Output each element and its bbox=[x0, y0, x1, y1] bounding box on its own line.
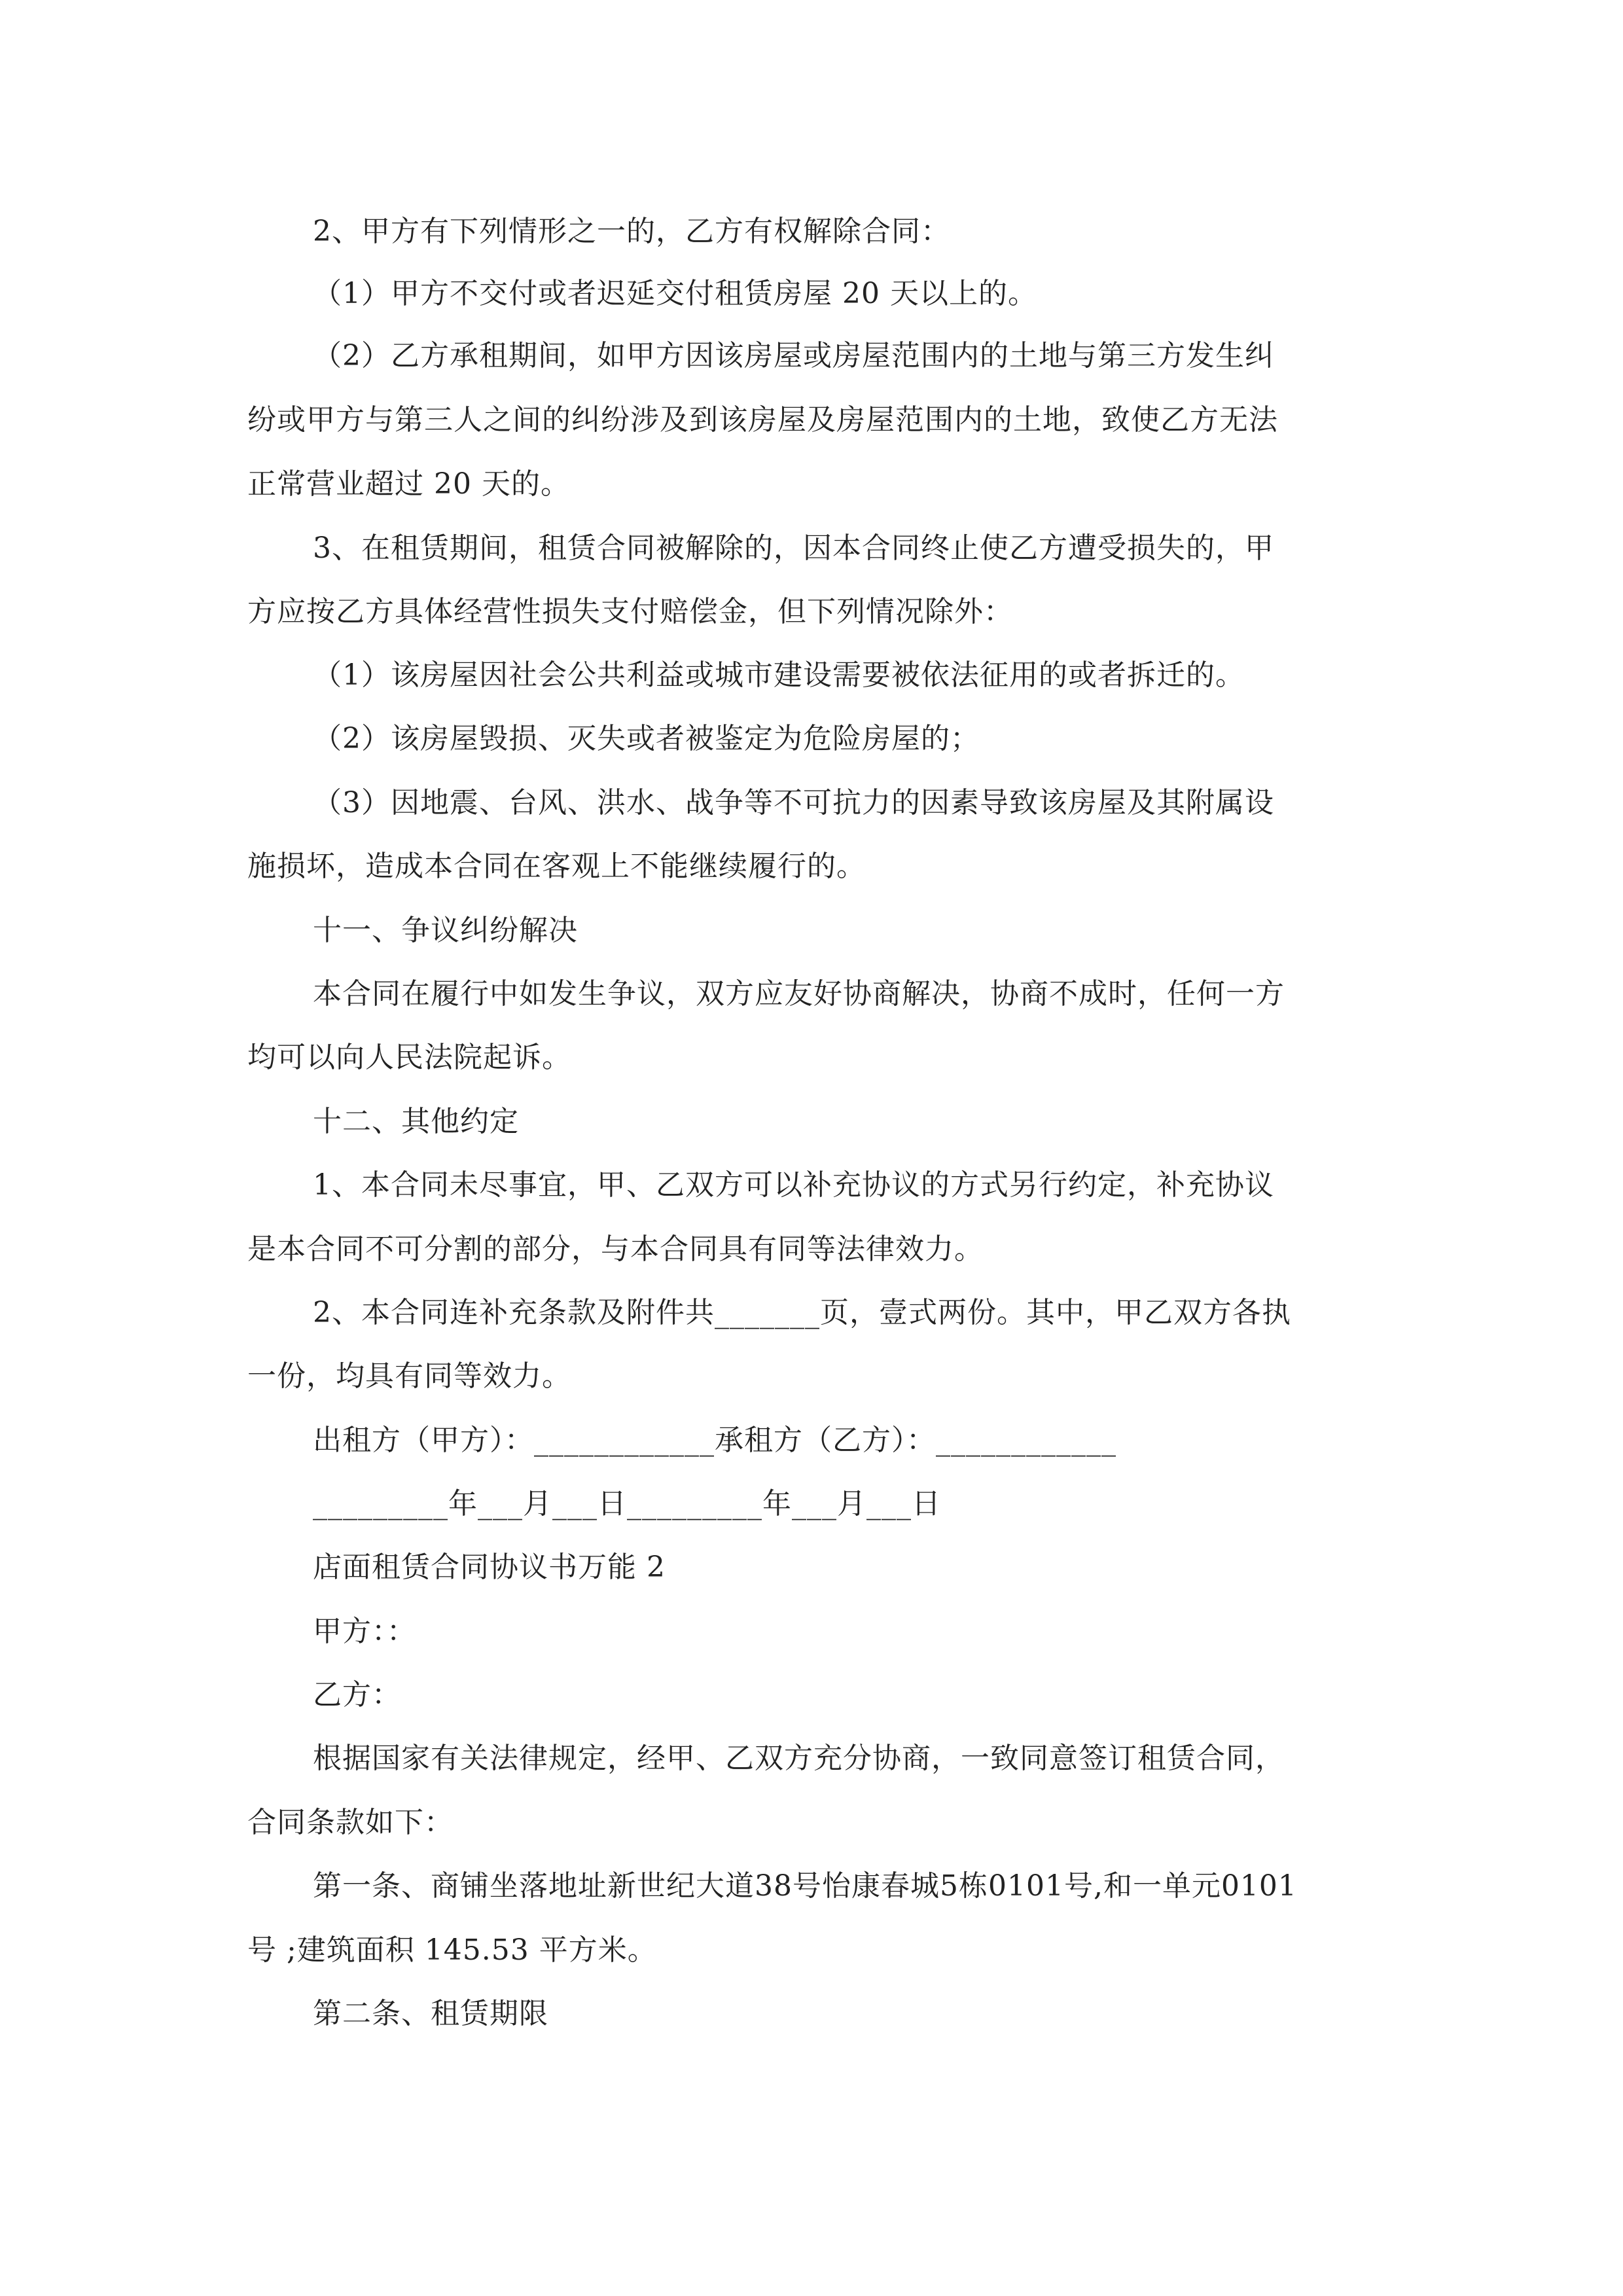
clause-3-item-3-line-1: （3）因地震、台风、洪水、战争等不可抗力的因素导致该房屋及其附属设 bbox=[313, 786, 1274, 819]
clause-2-item-1: （1）甲方不交付或者迟延交付租赁房屋 20 天以上的。 bbox=[313, 277, 1037, 310]
clause-2-item-2-line-1: （2）乙方承租期间，如甲方因该房屋或房屋范围内的土地与第三方发生纠 bbox=[313, 339, 1274, 372]
clause-2-heading: 2、甲方有下列情形之一的，乙方有权解除合同： bbox=[313, 215, 950, 248]
section-12-item-2-line-1: 2、本合同连补充条款及附件共_______页，壹式两份。其中，甲乙双方各执 bbox=[313, 1296, 1291, 1329]
article-2-heading: 第二条、租赁期限 bbox=[313, 1997, 548, 2030]
clause-3-line-2: 方应按乙方具体经营性损失支付赔偿金，但下列情况除外： bbox=[247, 595, 1013, 628]
clause-3-item-3-line-2: 施损坏，造成本合同在客观上不能继续履行的。 bbox=[247, 850, 866, 883]
clause-3-line-1: 3、在租赁期间，租赁合同被解除的，因本合同终止使乙方遭受损失的，甲 bbox=[313, 531, 1274, 565]
section-12-item-1-line-2: 是本合同不可分割的部分，与本合同具有同等法律效力。 bbox=[247, 1232, 984, 1266]
signature-parties-line: 出租方（甲方）：____________承租方（乙方）：____________ bbox=[313, 1424, 1116, 1457]
clause-2-item-2-line-2: 纷或甲方与第三人之间的纠纷涉及到该房屋及房屋范围内的土地，致使乙方无法 bbox=[247, 403, 1278, 437]
party-a-label: 甲方：： bbox=[313, 1615, 416, 1648]
article-1-line-1: 第一条、商铺坐落地址新世纪大道38号怡康春城5栋0101号,和一单元0101 bbox=[313, 1869, 1297, 1903]
preamble-line-2: 合同条款如下： bbox=[247, 1806, 454, 1839]
section-12-heading: 十二、其他约定 bbox=[313, 1105, 519, 1138]
clause-3-item-1: （1）该房屋因社会公共利益或城市建设需要被依法征用的或者拆迁的。 bbox=[313, 658, 1245, 692]
signature-date-line: _________年___月___日_________年___月___日 bbox=[313, 1487, 941, 1520]
article-1-line-2: 号 ;建筑面积 145.53 平方米。 bbox=[247, 1933, 657, 1967]
section-12-item-1-line-1: 1、本合同未尽事宜，甲、乙双方可以补充协议的方式另行约定，补充协议 bbox=[313, 1168, 1274, 1202]
clause-2-item-2-line-3: 正常营业超过 20 天的。 bbox=[247, 467, 570, 501]
clause-3-item-2: （2）该房屋毁损、灭失或者被鉴定为危险房屋的； bbox=[313, 722, 980, 755]
section-11-heading: 十一、争议纠纷解决 bbox=[313, 914, 578, 947]
document-2-title: 店面租赁合同协议书万能 2 bbox=[313, 1551, 666, 1584]
party-b-label: 乙方： bbox=[313, 1678, 401, 1712]
section-12-item-2-line-2: 一份，均具有同等效力。 bbox=[247, 1359, 571, 1393]
preamble-line-1: 根据国家有关法律规定，经甲、乙双方充分协商，一致同意签订租赁合同， bbox=[313, 1742, 1285, 1775]
section-11-body-line-1: 本合同在履行中如发生争议，双方应友好协商解决，协商不成时，任何一方 bbox=[313, 977, 1285, 1011]
section-11-body-line-2: 均可以向人民法院起诉。 bbox=[247, 1041, 571, 1074]
